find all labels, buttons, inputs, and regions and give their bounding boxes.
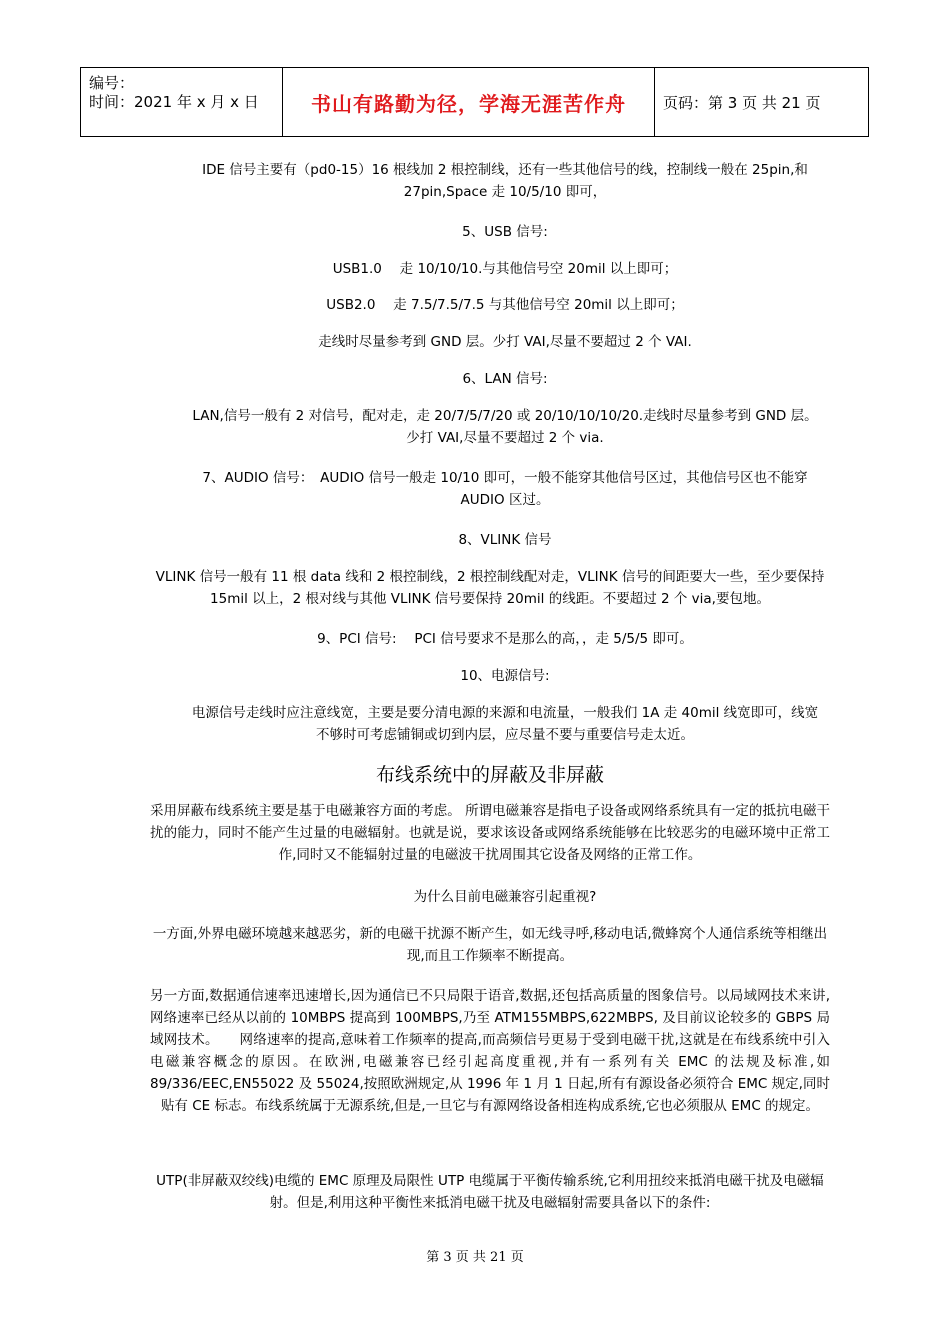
number-label: 编号： — [89, 74, 135, 92]
usb2-line: USB2.0 走 7.5/7.5/7.5 与其他信号空 20mil 以上即可； — [326, 297, 684, 313]
why-paragraph-2: 另一方面,数据通信速率迅速增长,因为通信已不只局限于语音,数据,还包括高质量的图象信号。以局域网技术来讲,网络速率已经从以前的 10MBPS 提高到 100MBPS,乃至 ATM155MBPS,622MBPS, 及目前议论较多的 GBPS 局域网技术。 网络速率的提高,意味着工作频率的提高,而高频信号更易于受到电磁干扰,这就是在布线系统中引入电磁兼容概念的原因。在欧洲,电磁兼容已经引起高度重视,并有一系列有关 EMC 的法规及标准,如 89/336/EEC,EN55022 及 55024,按照欧洲规定,从 1996 年 1 月 1 日起,所有有源设备必须符合 EMC 规定,同时贴有 CE 标志。布线系统属于无源系统,但是,一旦它与有源网络设备相连构成系统,它也必须服从 EMC 的规定。 — [150, 988, 830, 1114]
usb-title: 5、USB 信号: — [462, 224, 548, 240]
page-header — [80, 67, 869, 137]
header-meta — [80, 68, 282, 136]
header-motto: 书山有路勤为径，学海无涯苦作舟 — [282, 68, 654, 136]
usb-gnd-line: 走线时尽量参考到 GND 层。少打 VAI,尽量不要超过 2 个 VAI. — [318, 334, 692, 350]
vlink-paragraph: VLINK 信号一般有 11 根 data 线和 2 根控制线，2 根控制线配对走，VLINK 信号的间距要大一些，至少要保持 15mil 以上，2 根对线与其他 VLINK 信号要保持 20mil 的线距。不要超过 2 个 via,要包地。 — [155, 569, 825, 607]
utp-paragraph: UTP(非屏蔽双绞线)电缆的 EMC 原理及局限性 UTP 电缆属于平衡传输系统,它利用扭绞来抵消电磁干扰及电磁辐射。但是,利用这种平衡性来抵消电磁干扰及电磁辐射需要具备以下的条件: — [156, 1173, 824, 1211]
why-title: 为什么目前电磁兼容引起重视? — [413, 889, 597, 905]
ide-paragraph: IDE 信号主要有（pd0-15）16 根线加 2 根控制线，还有一些其他信号的线，控制线一般在 25pin,和 27pin,Space 走 10/5/10 即可， — [202, 162, 808, 200]
audio-paragraph: 7、AUDIO 信号： AUDIO 信号一般走 10/10 即可，一般不能穿其他信号区过，其他信号区也不能穿 AUDIO 区过。 — [202, 470, 808, 508]
time-label: 时间：2021 年 x 月 x 日 — [89, 93, 259, 111]
pci-line: 9、PCI 信号: PCI 信号要求不是那么的高，，走 5/5/5 即可。 — [317, 631, 693, 647]
shield-intro-paragraph: 采用屏蔽布线系统主要是基于电磁兼容方面的考虑。 所谓电磁兼容是指电子设备或网络系统具有一定的抵抗电磁干扰的能力，同时不能产生过量的电磁辐射。也就是说，要求该设备或网络系统能够在比较恶劣的电磁环境中正常工作,同时又不能辐射过量的电磁波干扰周围其它设备及网络的正常工作。 — [150, 803, 830, 863]
page-footer: 第 3 页 共 21 页 — [426, 1250, 524, 1265]
section-heading: 布线系统中的屏蔽及非屏蔽 — [375, 764, 604, 786]
lan-title: 6、LAN 信号: — [462, 371, 548, 387]
usb1-line: USB1.0 走 10/10/10.与其他信号空 20mil 以上即可； — [332, 261, 678, 277]
why-paragraph-1: 一方面,外界电磁环境越来越恶劣，新的电磁干扰源不断产生，如无线寻呼,移动电话,微蜂窝个人通信系统等相继出现,而且工作频率不断提高。 — [152, 926, 828, 964]
power-paragraph: 电源信号走线时应注意线宽，主要是要分清电源的来源和电流量，一般我们 1A 走 40mil 线宽即可，线宽不够时可考虑铺铜或切到内层，应尽量不要与重要信号走太近。 — [191, 705, 819, 743]
vlink-title: 8、VLINK 信号 — [458, 532, 552, 548]
power-title: 10、电源信号: — [460, 668, 550, 684]
lan-paragraph: LAN,信号一般有 2 对信号，配对走，走 20/7/5/7/20 或 20/10/10/10/20.走线时尽量参考到 GND 层。少打 VAI,尽量不要超过 2 个 via. — [192, 408, 818, 446]
header-page-info: 页码：第 3 页 共 21 页 — [654, 68, 869, 136]
